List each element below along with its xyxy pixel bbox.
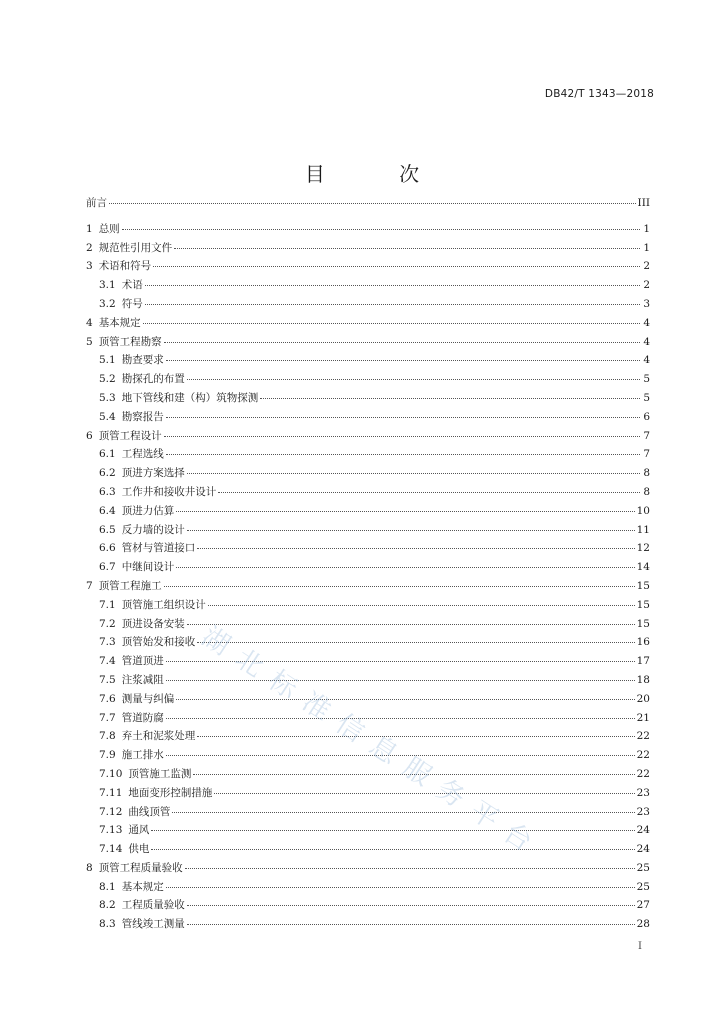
toc-entry-page: 1 — [643, 241, 650, 254]
toc-entry-number: 7.2 — [99, 617, 116, 630]
page-number: I — [638, 941, 642, 952]
toc-entry-page: 18 — [636, 673, 650, 686]
toc-dot-leader — [166, 416, 640, 418]
toc-entry-page: 23 — [636, 805, 650, 818]
toc-entry[interactable] — [86, 860, 650, 879]
toc-entry[interactable] — [86, 277, 650, 296]
toc-dot-leader — [197, 641, 634, 643]
toc-entry-number: 7.11 — [99, 786, 123, 799]
toc-dot-leader — [166, 359, 640, 361]
toc-entry-number: 7.10 — [99, 767, 123, 780]
toc-entry-title: 测量与纠偏 — [121, 692, 175, 705]
toc-entry-page: 17 — [636, 655, 650, 668]
toc-dot-leader — [187, 623, 635, 625]
toc-entry-title: 规范性引用文件 — [98, 241, 173, 254]
toc-entry[interactable] — [86, 195, 650, 214]
toc-entry-number: 7 — [86, 579, 93, 592]
toc-dot-leader — [172, 811, 634, 813]
toc-entry-page: 10 — [636, 504, 650, 517]
toc-entry-number: 7.3 — [99, 636, 116, 649]
toc-entry-title: 基本规定 — [98, 316, 141, 329]
toc-entry-page: 7 — [643, 448, 650, 461]
toc-entry-title: 管道防腐 — [121, 711, 164, 724]
toc-entry[interactable] — [86, 728, 650, 747]
toc-dot-leader — [166, 679, 635, 681]
toc-entry[interactable] — [86, 503, 650, 522]
toc-entry-number: 7.12 — [99, 805, 123, 818]
toc-dot-leader — [145, 284, 640, 286]
toc-entry-title: 注浆减阻 — [121, 673, 164, 686]
toc-dot-leader — [197, 547, 634, 549]
toc-entry-page: 20 — [636, 692, 650, 705]
toc-entry-page: 15 — [636, 598, 650, 611]
toc-dot-leader — [166, 660, 635, 662]
toc-entry-page: 25 — [636, 880, 650, 893]
toc-dot-leader — [174, 247, 640, 249]
toc-dot-leader — [214, 792, 634, 794]
toc-entry-title: 通风 — [128, 824, 150, 837]
toc-entry-title: 顶进力估算 — [121, 504, 175, 517]
toc-entry-page: 23 — [636, 786, 650, 799]
toc-entry[interactable] — [86, 897, 650, 916]
toc-entry-title: 总则 — [98, 222, 120, 235]
toc-entry-page: 21 — [636, 711, 650, 724]
toc-entry-number: 6.2 — [99, 467, 116, 480]
toc-entry-number: 5.1 — [99, 354, 116, 367]
toc-entry-page: 8 — [643, 467, 650, 480]
toc-entry-page: 3 — [643, 297, 650, 310]
toc-entry-page: 4 — [643, 335, 650, 348]
toc-entry-page: 14 — [636, 561, 650, 574]
toc-entry[interactable] — [86, 221, 650, 240]
toc-dot-leader — [187, 923, 635, 925]
toc-entry-page: 6 — [643, 410, 650, 423]
toc-entry-number: 8.3 — [99, 918, 116, 931]
toc-entry-page: 22 — [636, 730, 650, 743]
toc-entry-number: 6.7 — [99, 561, 116, 574]
toc-entry[interactable] — [86, 616, 650, 635]
toc-entry-title: 勘查要求 — [121, 354, 164, 367]
toc-entry-title: 中继间设计 — [121, 561, 175, 574]
toc-dot-leader — [151, 848, 634, 850]
toc-entry-title: 顶进设备安装 — [121, 617, 185, 630]
toc-entry[interactable] — [86, 653, 650, 672]
toc-entry-page: 28 — [636, 918, 650, 931]
toc-entry-number: 5.2 — [99, 373, 116, 386]
toc-entry-number: 6.4 — [99, 504, 116, 517]
toc-entry-title: 曲线顶管 — [128, 805, 171, 818]
toc-entry-number: 8 — [86, 861, 93, 874]
toc-entry[interactable] — [86, 710, 650, 729]
toc-entry-page: 25 — [636, 861, 650, 874]
toc-entry-page: 2 — [643, 260, 650, 273]
toc-entry-number: 7.6 — [99, 692, 116, 705]
toc-entry[interactable] — [86, 371, 650, 390]
toc-entry[interactable] — [86, 465, 650, 484]
toc-entry[interactable] — [86, 672, 650, 691]
toc-entry[interactable] — [86, 484, 650, 503]
toc-entry-title: 术语和符号 — [98, 260, 152, 273]
toc-entry-title: 前言 — [86, 197, 107, 209]
toc-entry[interactable] — [86, 804, 650, 823]
document-code: DB42/T 1343—2018 — [544, 88, 654, 100]
toc-entry-title: 工程选线 — [121, 448, 164, 461]
toc-entry-number: 4 — [86, 316, 93, 329]
toc-dot-leader — [197, 735, 634, 737]
toc-entry-page: 15 — [636, 579, 650, 592]
toc-entry-title: 管材与管道接口 — [121, 542, 196, 555]
toc-entry[interactable] — [86, 785, 650, 804]
toc-dot-leader — [166, 754, 635, 756]
toc-entry-page: III — [637, 197, 650, 209]
toc-entry-title: 供电 — [128, 843, 150, 856]
toc-entry[interactable] — [86, 390, 650, 409]
toc-entry[interactable] — [86, 822, 650, 841]
toc-entry[interactable] — [86, 522, 650, 541]
toc-entry-page: 16 — [636, 636, 650, 649]
table-of-contents — [86, 195, 650, 935]
toc-entry[interactable] — [86, 296, 650, 315]
toc-entry-title: 工程质量验收 — [121, 899, 185, 912]
toc-entry-page: 12 — [636, 542, 650, 555]
toc-dot-leader — [164, 435, 640, 437]
toc-entry-title: 顶管工程勘察 — [98, 335, 162, 348]
toc-entry-title: 地下管线和建（构）筑物探测 — [121, 391, 259, 404]
toc-entry-number: 6.5 — [99, 523, 116, 536]
toc-entry-number: 5.3 — [99, 391, 116, 404]
toc-entry-number: 7.13 — [99, 824, 123, 837]
toc-entry-page: 7 — [643, 429, 650, 442]
toc-dot-leader — [166, 717, 635, 719]
toc-entry[interactable] — [86, 916, 650, 935]
toc-entry-page: 24 — [636, 824, 650, 837]
toc-entry-page: 4 — [643, 354, 650, 367]
toc-entry-number: 6.3 — [99, 485, 116, 498]
watermark: 湖北标准信息服务平台 — [195, 621, 549, 865]
toc-entry[interactable] — [86, 559, 650, 578]
toc-entry-number: 8.2 — [99, 899, 116, 912]
toc-entry-title: 基本规定 — [121, 880, 164, 893]
toc-entry-number: 8.1 — [99, 880, 116, 893]
toc-entry[interactable] — [86, 597, 650, 616]
toc-dot-leader — [185, 867, 635, 869]
toc-dot-leader — [208, 604, 635, 606]
toc-entry-title: 顶管始发和接收 — [121, 636, 196, 649]
toc-entry-page: 2 — [643, 279, 650, 292]
toc-entry-title: 勘探孔的布置 — [121, 373, 185, 386]
toc-dot-leader — [164, 585, 635, 587]
toc-entry-title: 管线竣工测量 — [121, 918, 185, 931]
toc-entry-title: 勘察报告 — [121, 410, 164, 423]
toc-entry-number: 7.8 — [99, 730, 116, 743]
toc-dot-leader — [187, 904, 635, 906]
toc-entry-title: 顶管施工组织设计 — [121, 598, 206, 611]
toc-dot-leader — [145, 303, 640, 305]
toc-dot-leader — [193, 773, 634, 775]
toc-dot-leader — [187, 529, 635, 531]
toc-entry[interactable] — [86, 691, 650, 710]
toc-entry-number: 7.5 — [99, 673, 116, 686]
toc-entry[interactable] — [86, 409, 650, 428]
toc-entry[interactable] — [86, 428, 650, 447]
toc-entry-number: 5.4 — [99, 410, 116, 423]
toc-dot-leader — [187, 472, 640, 474]
toc-entry[interactable] — [86, 540, 650, 559]
toc-dot-leader — [166, 886, 635, 888]
toc-entry-number: 7.14 — [99, 843, 123, 856]
toc-entry[interactable] — [86, 578, 650, 597]
toc-entry[interactable] — [86, 446, 650, 465]
toc-entry-number: 7.1 — [99, 598, 116, 611]
toc-entry-title: 工作井和接收井设计 — [121, 485, 217, 498]
toc-entry-page: 11 — [636, 523, 650, 536]
toc-entry[interactable] — [86, 747, 650, 766]
toc-entry[interactable] — [86, 240, 650, 259]
toc-entry-page: 22 — [636, 749, 650, 762]
toc-entry-number: 7.7 — [99, 711, 116, 724]
toc-title: 目 次 — [304, 162, 454, 186]
toc-dot-leader — [176, 698, 634, 700]
toc-entry-title: 顶管工程质量验收 — [98, 861, 183, 874]
toc-entry-title: 符号 — [121, 297, 143, 310]
toc-entry-page: 5 — [643, 373, 650, 386]
toc-dot-leader — [166, 453, 640, 455]
toc-dot-leader — [153, 265, 640, 267]
toc-dot-leader — [218, 491, 640, 493]
toc-entry-number: 3 — [86, 260, 93, 273]
toc-entry[interactable] — [86, 352, 650, 371]
toc-entry-title: 弃土和泥浆处理 — [121, 730, 196, 743]
toc-entry-title: 术语 — [121, 279, 143, 292]
toc-entry-page: 8 — [643, 485, 650, 498]
toc-dot-leader — [176, 566, 634, 568]
toc-entry-page: 4 — [643, 316, 650, 329]
toc-entry-page: 5 — [643, 391, 650, 404]
toc-entry-number: 6.1 — [99, 448, 116, 461]
toc-entry[interactable] — [86, 841, 650, 860]
toc-dot-leader — [164, 341, 640, 343]
toc-entry[interactable] — [86, 258, 650, 277]
toc-dot-leader — [260, 397, 640, 399]
toc-entry-number: 5 — [86, 335, 93, 348]
toc-entry-title: 管道顶进 — [121, 655, 164, 668]
toc-entry-title: 地面变形控制措施 — [128, 786, 213, 799]
toc-entry[interactable] — [86, 766, 650, 785]
toc-entry-number: 6 — [86, 429, 93, 442]
toc-dot-leader — [143, 322, 640, 324]
toc-dot-leader — [176, 510, 634, 512]
toc-entry-page: 1 — [643, 222, 650, 235]
toc-entry-number: 1 — [86, 222, 93, 235]
toc-entry-title: 顶管工程施工 — [98, 579, 162, 592]
toc-entry[interactable] — [86, 879, 650, 898]
toc-entry[interactable] — [86, 634, 650, 653]
toc-entry-number: 2 — [86, 241, 93, 254]
toc-entry-number: 3.1 — [99, 279, 116, 292]
toc-entry-title: 施工排水 — [121, 749, 164, 762]
toc-entry-number: 7.4 — [99, 655, 116, 668]
toc-entry-page: 27 — [636, 899, 650, 912]
toc-entry-title: 反力墙的设计 — [121, 523, 185, 536]
toc-entry-page: 24 — [636, 843, 650, 856]
toc-entry[interactable] — [86, 334, 650, 353]
toc-entry-title: 顶管工程设计 — [98, 429, 162, 442]
toc-entry-page: 22 — [636, 767, 650, 780]
toc-entry[interactable] — [86, 315, 650, 334]
toc-entry-title: 顶进方案选择 — [121, 467, 185, 480]
toc-entry-number: 3.2 — [99, 297, 116, 310]
toc-entry-page: 15 — [636, 617, 650, 630]
toc-dot-leader — [151, 829, 634, 831]
toc-dot-leader — [187, 378, 640, 380]
toc-entry-number: 7.9 — [99, 749, 116, 762]
toc-entry-title: 顶管施工监测 — [128, 767, 192, 780]
toc-dot-leader — [122, 228, 640, 230]
toc-dot-leader — [109, 202, 636, 204]
toc-entry-number: 6.6 — [99, 542, 116, 555]
